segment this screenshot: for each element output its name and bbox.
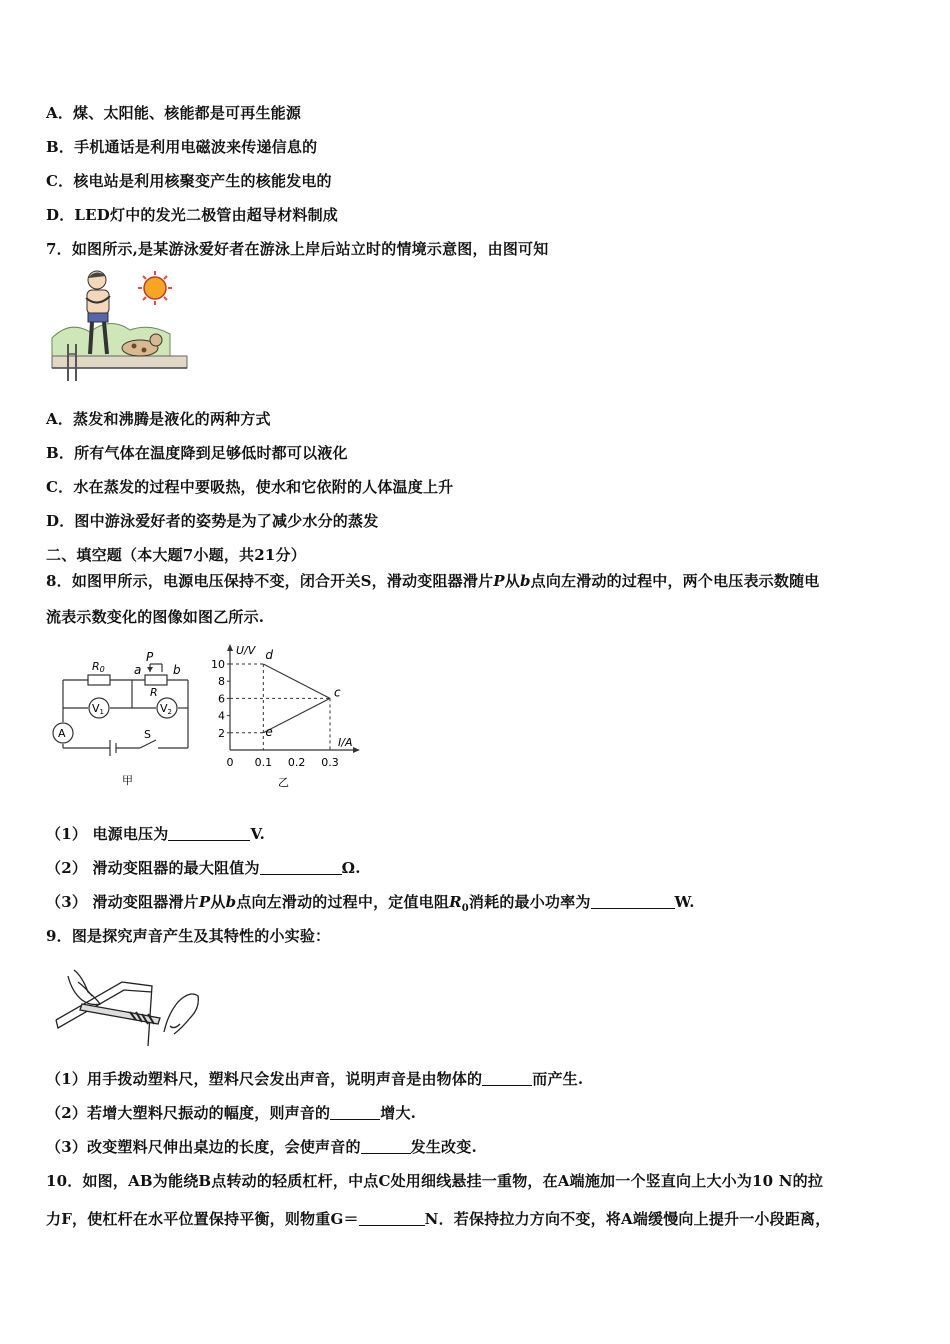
q9-stem: 9．图是探究声音产生及其特性的小实验： <box>46 927 331 945</box>
blank-3[interactable] <box>591 893 675 909</box>
q10-line1: 10．如图，AB为能绕B点转动的轻质杠杆，中点C处用细线悬挂一重物，在A端施加一个竖直向上大小为10 N的拉 <box>46 1172 824 1190</box>
section-title: 二、填空题（本大题7小题，共21分） <box>46 546 306 564</box>
x-tick-label: 0.2 <box>287 756 306 769</box>
q9-sub1: （1）用手拨动塑料尺，塑料尺会发出声音，说明声音是由物体的 而产生. <box>46 1070 584 1088</box>
svg-text:A: A <box>58 727 66 740</box>
x-tick-label: 0 <box>226 756 234 769</box>
q8-sub1: （1） 电源电压为 V. <box>46 825 266 843</box>
svg-text:P: P <box>146 650 154 664</box>
q6-option-d: D．LED灯中的发光二极管由超导材料制成 <box>46 206 338 224</box>
graph-caption: 乙 <box>278 776 289 789</box>
y-axis-label: U/V <box>236 644 256 657</box>
x-tick-label: 0.1 <box>254 756 273 769</box>
svg-text:a: a <box>134 663 142 677</box>
q6-option-b: B．手机通话是利用电磁波来传递信息的 <box>46 138 318 156</box>
y-tick-label: 4 <box>218 709 225 723</box>
point-label-c: c <box>334 685 341 700</box>
q10-line2: 力F，使杠杆在水平位置保持平衡，则物重G＝ N．若保持拉力方向不变，将A端缓慢向上提升一小段距离， <box>46 1210 831 1228</box>
q6-option-a: A．煤、太阳能、核能都是可再生能源 <box>46 104 302 122</box>
y-tick-label: 8 <box>218 675 225 689</box>
q8-stem-line2: 流表示数变化的图像如图乙所示. <box>46 608 265 626</box>
q7-option-d: D．图中游泳爱好者的姿势是为了减少水分的蒸发 <box>46 512 379 530</box>
point-label-e: e <box>265 724 273 739</box>
q7-option-b: B．所有气体在温度降到足够低时都可以液化 <box>46 444 348 462</box>
q7-option-a: A．蒸发和沸腾是液化的两种方式 <box>46 410 271 428</box>
svg-text:b: b <box>173 663 181 677</box>
q7-stem: 7．如图所示,是某游泳爱好者在游泳上岸后站立时的情境示意图，由图可知 <box>46 240 549 258</box>
rheostat-r <box>145 675 167 685</box>
circuit-diagram <box>48 650 208 790</box>
svg-text:V1: V1 <box>92 702 104 716</box>
blank-1[interactable] <box>168 825 250 841</box>
blank-6[interactable] <box>361 1138 411 1154</box>
blank-5[interactable] <box>330 1104 380 1120</box>
svg-text:R0: R0 <box>92 660 105 674</box>
swimmer-illustration <box>50 268 190 383</box>
q9-sub3: （3）改变塑料尺伸出桌边的长度，会使声音的 发生改变. <box>46 1138 477 1156</box>
svg-text:V2: V2 <box>160 702 172 716</box>
q8-sub3: （3） 滑动变阻器滑片P从b点向左滑动的过程中，定值电阻$R_0$消耗的最小功率为 W. <box>46 893 695 914</box>
blank-7[interactable] <box>359 1210 425 1226</box>
q7-option-c: C．水在蒸发的过程中要吸热，使水和它依附的人体温度上升 <box>46 478 454 496</box>
svg-text:甲: 甲 <box>122 774 133 787</box>
ruler-experiment-illustration <box>52 962 204 1046</box>
q6-option-c: C．核电站是利用核聚变产生的核能发电的 <box>46 172 332 190</box>
point-label-d: d <box>265 648 273 662</box>
q8-sub2: （2） 滑动变阻器的最大阻值为 Ω. <box>46 859 361 877</box>
u-i-graph <box>206 638 366 790</box>
y-tick-label: 6 <box>218 692 225 706</box>
resistor-r0 <box>88 675 110 685</box>
x-axis-label: I/A <box>338 736 353 749</box>
x-tick-label: 0.3 <box>321 756 339 769</box>
y-tick-label: 10 <box>211 658 225 671</box>
blank-2[interactable] <box>260 859 342 875</box>
series-line-dc <box>263 664 330 698</box>
q9-sub2: （2）若增大塑料尺振动的幅度，则声音的 增大. <box>46 1104 417 1122</box>
series-line-ec <box>263 698 330 732</box>
blank-4[interactable] <box>482 1070 532 1086</box>
svg-text:S: S <box>144 728 151 741</box>
q8-stem-line1: 8．如图甲所示，电源电压保持不变，闭合开关S，滑动变阻器滑片P从b点向左滑动的过程中，两个电压表示数随电 <box>46 572 820 590</box>
y-tick-label: 2 <box>218 726 225 740</box>
svg-text:R: R <box>150 686 158 699</box>
